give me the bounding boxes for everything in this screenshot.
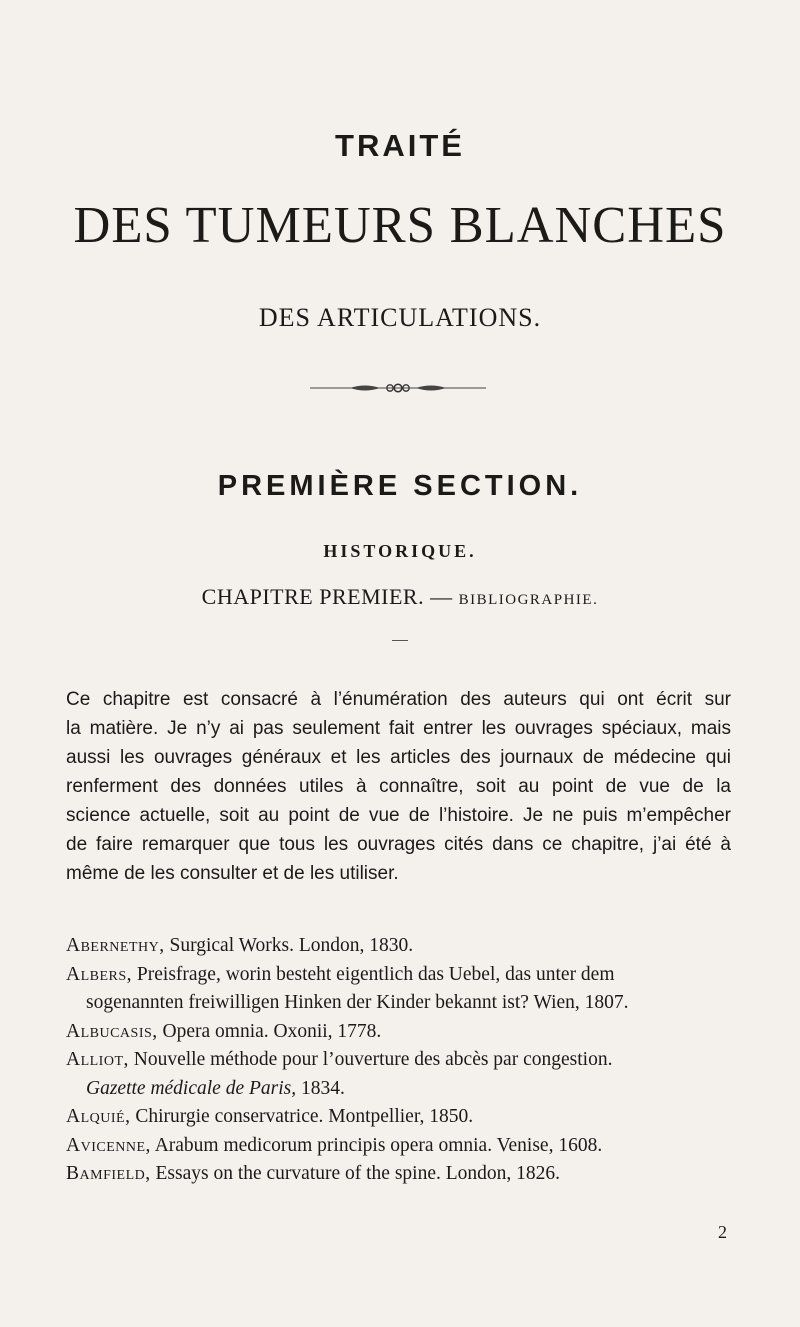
entry-text: Preisfrage, worin besteht eigentlich das Uebel, das unter dem xyxy=(132,963,615,985)
entry-text: Surgical Works. London, 1830. xyxy=(164,935,414,956)
bibliography-list xyxy=(66,932,736,1189)
entry-author: Avicenne, xyxy=(66,1134,151,1156)
paragraph-line: science actuelle, soit au point de vue de l’histoire. Je ne puis m’empêcher xyxy=(66,805,731,826)
entry-author: Albucasis, xyxy=(66,1020,158,1042)
bibliography-entry xyxy=(66,1046,736,1103)
bibliography-entry xyxy=(66,1103,736,1132)
chapter-heading xyxy=(0,584,800,610)
entry-author: Bamfield, xyxy=(66,1163,151,1184)
bibliography-entry xyxy=(66,1160,736,1189)
paragraph-line: même de les consulter et de les utiliser. xyxy=(66,863,399,884)
paragraph-line: aussi les ouvrages généraux et les articles des journaux de médecine qui xyxy=(66,747,731,768)
entry-author: Albers, xyxy=(66,963,133,985)
short-rule xyxy=(392,640,408,641)
title-subtitle: DES ARTICULATIONS. xyxy=(258,303,542,332)
chapter-title: CHAPITRE PREMIER. xyxy=(201,584,425,609)
bibliography-entry xyxy=(66,961,736,1018)
entry-author: Abernethy, xyxy=(66,935,165,956)
entry-continuation: sogenannten freiwilligen Hinken der Kinder bekannt ist? Wien, 1807. xyxy=(86,992,629,1013)
main-title: DES TUMEURS BLANCHES xyxy=(73,197,727,254)
entry-text: Nouvelle méthode pour l’ouverture des abcès par congestion. xyxy=(128,1049,613,1070)
bibliography-entry xyxy=(66,1018,736,1047)
bibliography-entry xyxy=(66,932,736,961)
entry-year: 1834. xyxy=(296,1077,345,1099)
intro-paragraph xyxy=(66,685,731,888)
paragraph-line: de faire remarquer que tous les ouvrages cités dans ce chapitre, j’ai été à xyxy=(66,834,731,855)
paragraph-line: renferment des données utiles à connaître, soit au point de vue de la xyxy=(66,776,731,797)
entry-text: Chirurgie conservatrice. Montpellier, 1850. xyxy=(130,1106,474,1127)
entry-text: Essays on the curvature of the spine. London, 1826. xyxy=(150,1163,561,1184)
entry-author: Alquié, xyxy=(66,1106,131,1127)
section-title: PREMIÈRE SECTION. xyxy=(217,470,583,502)
paragraph-line: la matière. Je n’y ai pas seulement fait entrer les ouvrages spéciaux, mais xyxy=(66,718,731,739)
title-traite: TRAITÉ xyxy=(335,128,465,163)
bibliography-entry xyxy=(66,1132,736,1161)
chapter-topic: BIBLIOGRAPHIE. xyxy=(458,592,599,608)
page-number: 2 xyxy=(718,1222,727,1242)
entry-text: Arabum medicorum principis opera omnia. Venise, 1608. xyxy=(150,1134,603,1156)
section-subtitle: HISTORIQUE. xyxy=(323,541,477,561)
paragraph-line: Ce chapitre est consacré à l’énumération des auteurs qui ont écrit sur xyxy=(66,689,731,710)
ornament-divider-icon xyxy=(310,380,486,396)
entry-author: Alliot, xyxy=(66,1049,129,1070)
chapter-dash: — xyxy=(430,584,453,609)
entry-journal: Gazette médicale de Paris, xyxy=(86,1077,297,1099)
entry-text: Opera omnia. Oxonii, 1778. xyxy=(157,1020,382,1042)
